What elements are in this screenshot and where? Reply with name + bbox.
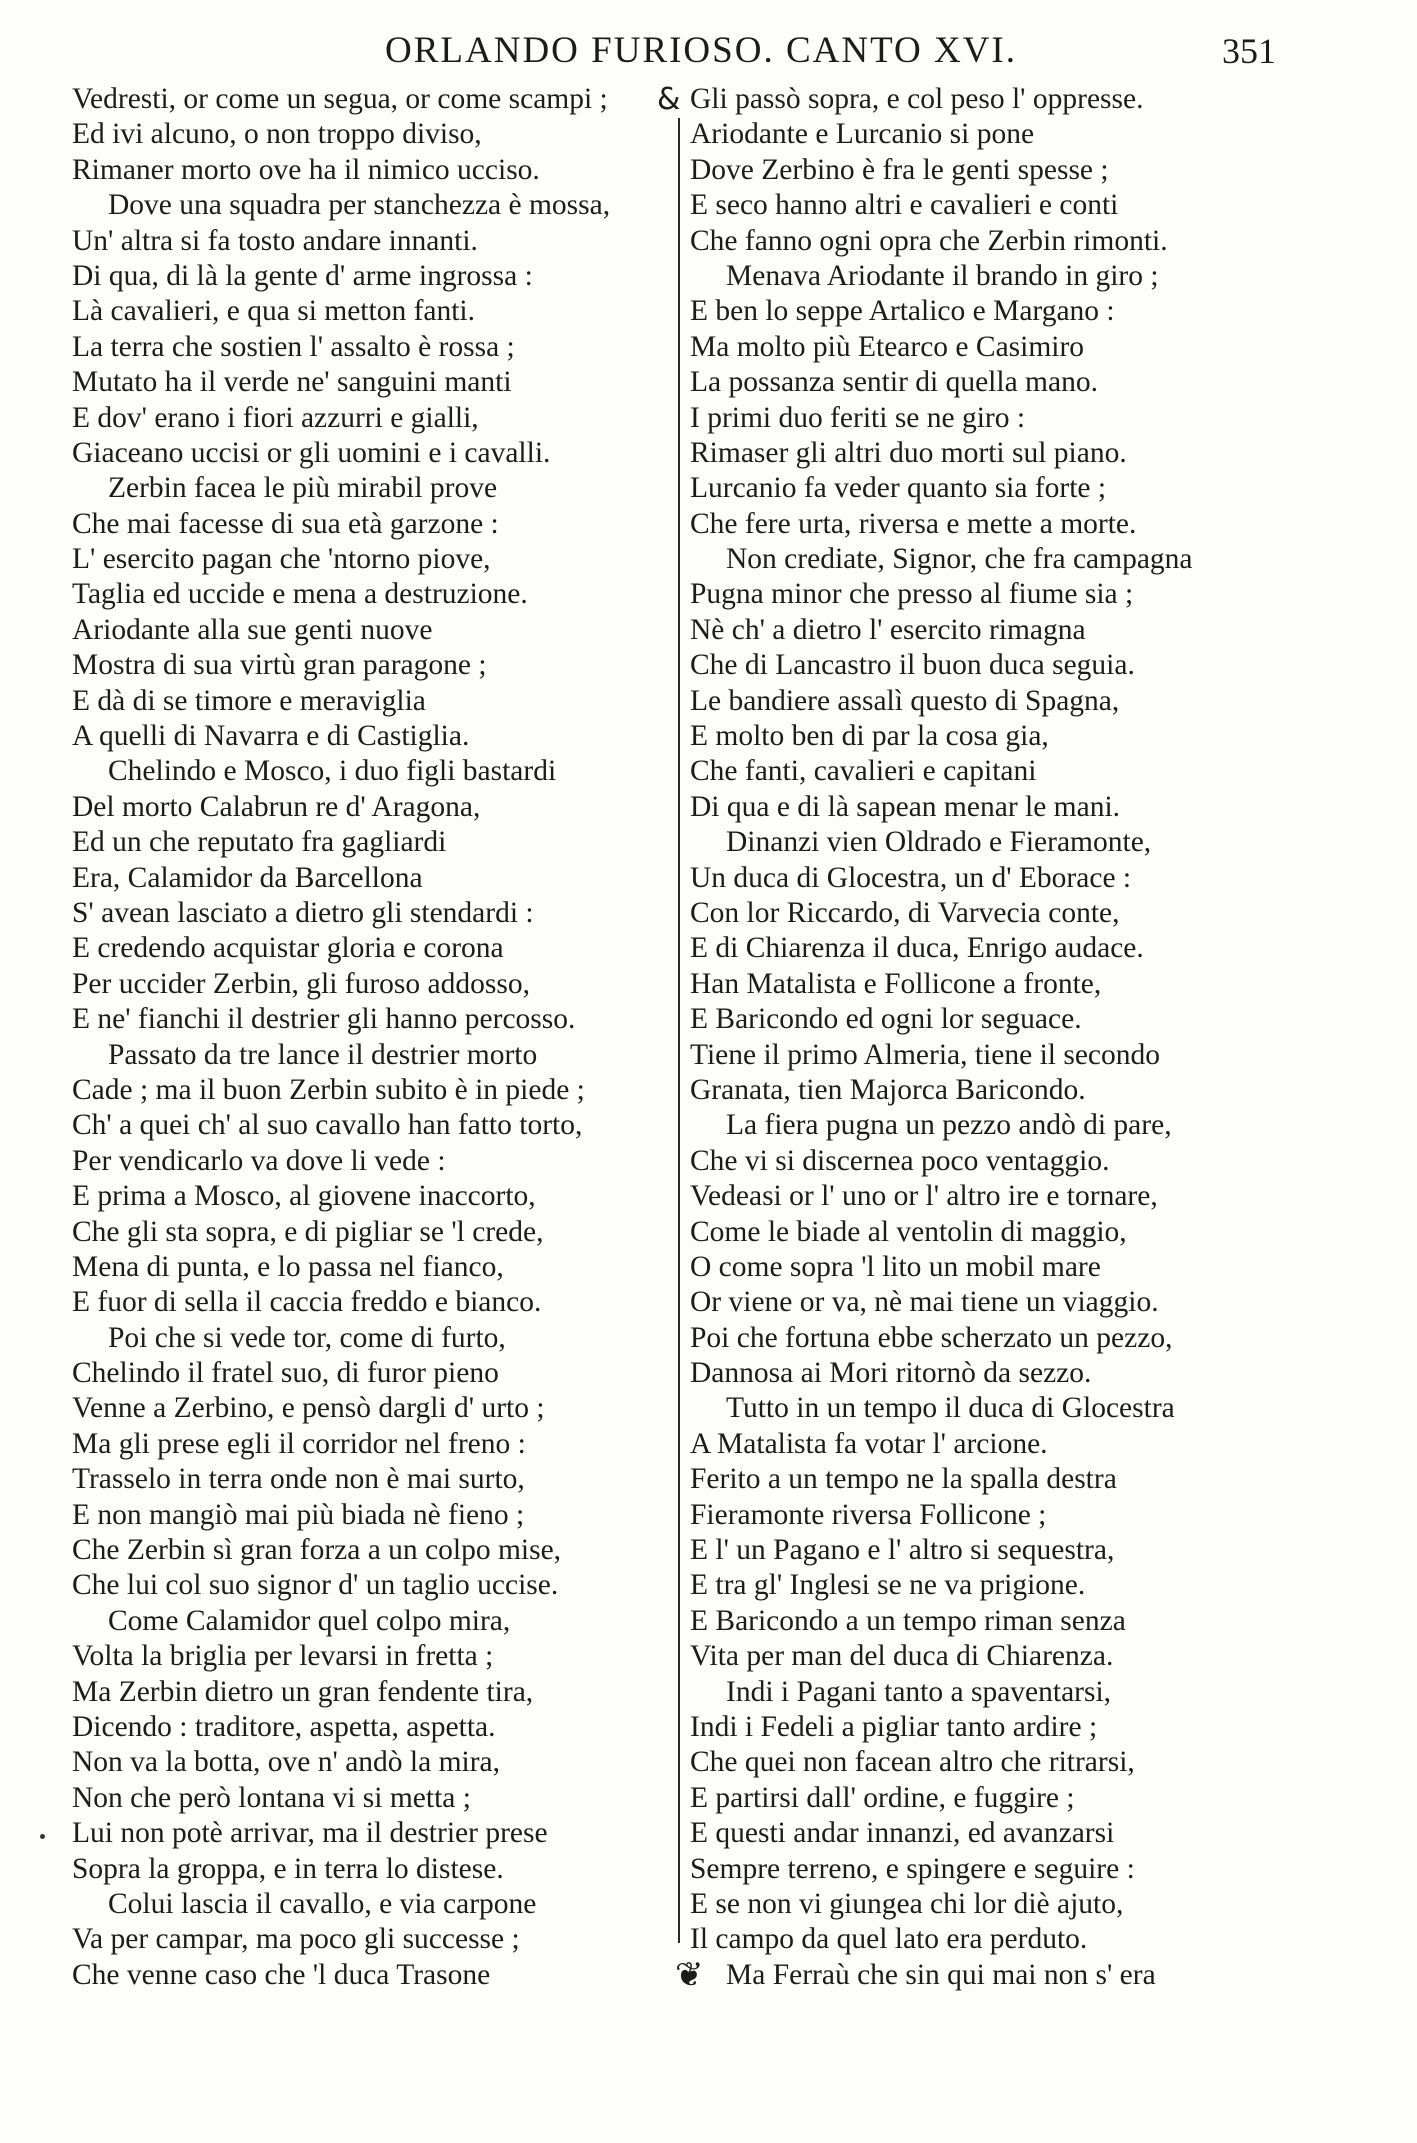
verse-line: A quelli di Navarra e di Castiglia. — [72, 720, 470, 753]
verse-line: Lurcanio fa veder quanto sia forte ; — [690, 472, 1107, 505]
verse-line: Di qua e di là sapean menar le mani. — [690, 790, 1121, 823]
verse-line: Un' altra si fa tosto andare innanti. — [72, 224, 478, 257]
verse-line: Che venne caso che 'l duca Trasone — [72, 1958, 491, 1991]
verse-line: Poi che si vede tor, come di furto, — [108, 1321, 506, 1354]
verse-line: Non che però lontana vi si metta ; — [72, 1781, 471, 1814]
verse-line: Rimaner morto ove ha il nimico ucciso. — [72, 153, 540, 186]
verse-line: O come sopra 'l lito un mobil mare — [690, 1250, 1101, 1283]
verse-line: Ariodante e Lurcanio si pone — [690, 118, 1035, 151]
verse-line: E prima a Mosco, al giovene inaccorto, — [72, 1180, 536, 1213]
fleuron-ornament: ❦ — [675, 1955, 704, 1995]
verse-line: E Baricondo ed ogni lor seguace. — [690, 1003, 1082, 1036]
verse-line: E ne' fianchi il destrier gli hanno percosso. — [72, 1003, 576, 1036]
verse-line: Tiene il primo Almeria, tiene il secondo — [690, 1038, 1161, 1071]
page-number: 351 — [1222, 31, 1276, 71]
verse-line: Come le biade al ventolin di maggio, — [690, 1215, 1127, 1248]
verse-line: Là cavalieri, e qua si metton fanti. — [72, 295, 476, 328]
verse-line: Non va la botta, ove n' andò la mira, — [72, 1746, 501, 1779]
verse-line: Lui non potè arrivar, ma il destrier prese — [72, 1817, 548, 1850]
verse-line: I primi duo feriti se ne giro : — [690, 401, 1026, 434]
verse-line: Chelindo il fratel suo, di furor pieno — [72, 1357, 499, 1390]
verse-line: Ma Ferraù che sin qui mai non s' era — [726, 1958, 1156, 1991]
verse-line: E dov' erano i fiori azzurri e gialli, — [72, 401, 479, 434]
verse-line: Ma gli prese egli il corridor nel freno : — [72, 1427, 526, 1460]
verse-line: Ch' a quei ch' al suo cavallo han fatto torto, — [72, 1109, 583, 1142]
verse-line: Era, Calamidor da Barcellona — [72, 861, 423, 894]
verse-line: Taglia ed uccide e mena a destruzione. — [72, 578, 528, 611]
verse-line: La possanza sentir di quella mano. — [690, 366, 1098, 399]
verse-line: S' avean lasciato a dietro gli stendardi : — [72, 896, 534, 929]
right-column — [690, 82, 1280, 1993]
verse-line: Il campo da quel lato era perduto. — [690, 1923, 1088, 1956]
verse-line: Mutato ha il verde ne' sanguini manti — [72, 366, 512, 399]
verse-line: Che fere urta, riversa e mette a morte. — [690, 507, 1137, 540]
verse-line: Nè ch' a dietro l' esercito rimagna — [690, 613, 1086, 646]
verse-line: Mostra di sua virtù gran paragone ; — [72, 649, 487, 682]
verse-line: Zerbin facea le più mirabil prove — [108, 472, 498, 505]
verse-line: Venne a Zerbino, e pensò dargli d' urto ; — [72, 1392, 545, 1425]
verse-line: Rimaser gli altri duo morti sul piano. — [690, 436, 1127, 469]
verse-line: Dove Zerbino è fra le genti spesse ; — [690, 153, 1109, 186]
verse-line: E l' un Pagano e l' altro si sequestra, — [690, 1534, 1115, 1567]
verse-line: Han Matalista e Follicone a fronte, — [690, 967, 1102, 1000]
verse-line: Che Zerbin sì gran forza a un colpo mise, — [72, 1534, 562, 1567]
verse-line: Volta la briglia per levarsi in fretta ; — [72, 1640, 494, 1673]
verse-line: E se non vi giungea chi lor diè ajuto, — [690, 1887, 1124, 1920]
verse-line: Va per campar, ma poco gli successe ; — [72, 1923, 520, 1956]
verse-line: Non crediate, Signor, che fra campagna — [726, 543, 1193, 576]
verse-line: Dove una squadra per stanchezza è mossa, — [108, 189, 611, 222]
verse-line: Che lui col suo signor d' un taglio uccise. — [72, 1569, 559, 1602]
verse-line: Dicendo : traditore, aspetta, aspetta. — [72, 1710, 496, 1743]
verse-line: Indi i Fedeli a pigliar tanto ardire ; — [690, 1710, 1098, 1743]
verse-line: Per uccider Zerbin, gli furoso addosso, — [72, 967, 530, 1000]
verse-line: L' esercito pagan che 'ntorno piove, — [72, 543, 491, 576]
verse-line: Di qua, di là la gente d' arme ingrossa : — [72, 259, 533, 292]
verse-line: Granata, tien Majorca Baricondo. — [690, 1073, 1086, 1106]
verse-line: E seco hanno altri e cavalieri e conti — [690, 189, 1119, 222]
verse-line: Tutto in un tempo il duca di Glocestra — [726, 1392, 1175, 1425]
verse-line: A Matalista fa votar l' arcione. — [690, 1427, 1048, 1460]
verse-line: Ma molto più Etearco e Casimiro — [690, 330, 1085, 363]
verse-line: Ed ivi alcuno, o non troppo diviso, — [72, 118, 482, 151]
verse-line: Chelindo e Mosco, i duo figli bastardi — [108, 755, 557, 788]
verse-line: Ferito a un tempo ne la spalla destra — [690, 1463, 1117, 1496]
verse-line: Le bandiere assalì questo di Spagna, — [690, 684, 1120, 717]
verse-line: Come Calamidor quel colpo mira, — [108, 1604, 511, 1637]
page-header — [0, 26, 1417, 76]
verse-line: Or viene or va, nè mai tiene un viaggio. — [690, 1286, 1159, 1319]
verse-line: Colui lascia il cavallo, e via carpone — [108, 1887, 537, 1920]
verse-line: Ed un che reputato fra gagliardi — [72, 826, 447, 859]
verse-line: E di Chiarenza il duca, Enrigo audace. — [690, 932, 1144, 965]
verse-line: Del morto Calabrun re d' Aragona, — [72, 790, 481, 823]
verse-line: E ben lo seppe Artalico e Margano : — [690, 295, 1115, 328]
verse-line: Vita per man del duca di Chiarenza. — [690, 1640, 1114, 1673]
verse-line: Con lor Riccardo, di Varvecia conte, — [690, 896, 1120, 929]
verse-line: Che vi si discernea poco ventaggio. — [690, 1144, 1110, 1177]
verse-line: Sopra la groppa, e in terra lo distese. — [72, 1852, 504, 1885]
verse-line: La terra che sostien l' assalto è rossa ; — [72, 330, 515, 363]
verse-line: E partirsi dall' ordine, e fuggire ; — [690, 1781, 1075, 1814]
verse-line: E molto ben di par la cosa gia, — [690, 720, 1049, 753]
verse-line: Gli passò sopra, e col peso l' oppresse. — [690, 83, 1144, 115]
verse-line: E questi andar innanzi, ed avanzarsi — [690, 1817, 1115, 1850]
verse-line: Cade ; ma il buon Zerbin subito è in piede ; — [72, 1073, 585, 1106]
verse-line: Pugna minor che presso al fiume sia ; — [690, 578, 1134, 611]
verse-line: Ma Zerbin dietro un gran fendente tira, — [72, 1675, 534, 1708]
verse-line: Giaceano uccisi or gli uomini e i cavalli. — [72, 436, 551, 469]
verse-line: Poi che fortuna ebbe scherzato un pezzo, — [690, 1321, 1173, 1354]
verse-line: Che fanno ogni opra che Zerbin rimonti. — [690, 224, 1168, 257]
verse-line: Dinanzi vien Oldrado e Fieramonte, — [726, 826, 1152, 859]
verse-line: Per vendicarlo va dove li vede : — [72, 1144, 446, 1177]
verse-line: Vedeasi or l' uno or l' altro ire e tornare, — [690, 1180, 1158, 1213]
verse-line: E tra gl' Inglesi se ne va prigione. — [690, 1569, 1086, 1602]
left-column — [72, 82, 668, 1993]
verse-line: E fuor di sella il caccia freddo e bianco. — [72, 1286, 542, 1319]
verse-line: Mena di punta, e lo passa nel fianco, — [72, 1250, 504, 1283]
verse-line: Un duca di Glocestra, un d' Eborace : — [690, 861, 1132, 894]
verse-line: Sempre terreno, e spingere e seguire : — [690, 1852, 1135, 1885]
verse-line: E dà di se timore e meraviglia — [72, 684, 426, 717]
verse-line: Ariodante alla sue genti nuove — [72, 613, 433, 646]
column-rule — [678, 118, 680, 1943]
ampersand-ornament: & — [657, 82, 681, 117]
verse-line: E credendo acquistar gloria e corona — [72, 932, 504, 965]
verse-line: Indi i Pagani tanto a spaventarsi, — [726, 1675, 1112, 1708]
verse-line: Che gli sta sopra, e di pigliar se 'l crede, — [72, 1215, 544, 1248]
verse-line: Che mai facesse di sua età garzone : — [72, 507, 499, 540]
verse-line: Menava Ariodante il brando in giro ; — [726, 259, 1159, 292]
verse-line: Dannosa ai Mori ritornò da sezzo. — [690, 1357, 1092, 1390]
verse-line: La fiera pugna un pezzo andò di pare, — [726, 1109, 1172, 1142]
verse-line: Trasselo in terra onde non è mai surto, — [72, 1463, 525, 1496]
verse-line: Che di Lancastro il buon duca seguia. — [690, 649, 1135, 682]
running-title: ORLANDO FURIOSO. CANTO XVI. — [385, 30, 1017, 71]
verse-line: Fieramonte riversa Follicone ; — [690, 1498, 1047, 1531]
verse-line: Vedresti, or come un segua, or come scampi ; — [72, 83, 608, 115]
verse-line: Che quei non facean altro che ritrarsi, — [690, 1746, 1135, 1779]
verse-line: E non mangiò mai più biada nè fieno ; — [72, 1498, 525, 1531]
verse-line: Che fanti, cavalieri e capitani — [690, 755, 1037, 788]
verse-line: E Baricondo a un tempo riman senza — [690, 1604, 1126, 1637]
stray-dot — [40, 1834, 45, 1839]
verse-line: Passato da tre lance il destrier morto — [108, 1038, 538, 1071]
